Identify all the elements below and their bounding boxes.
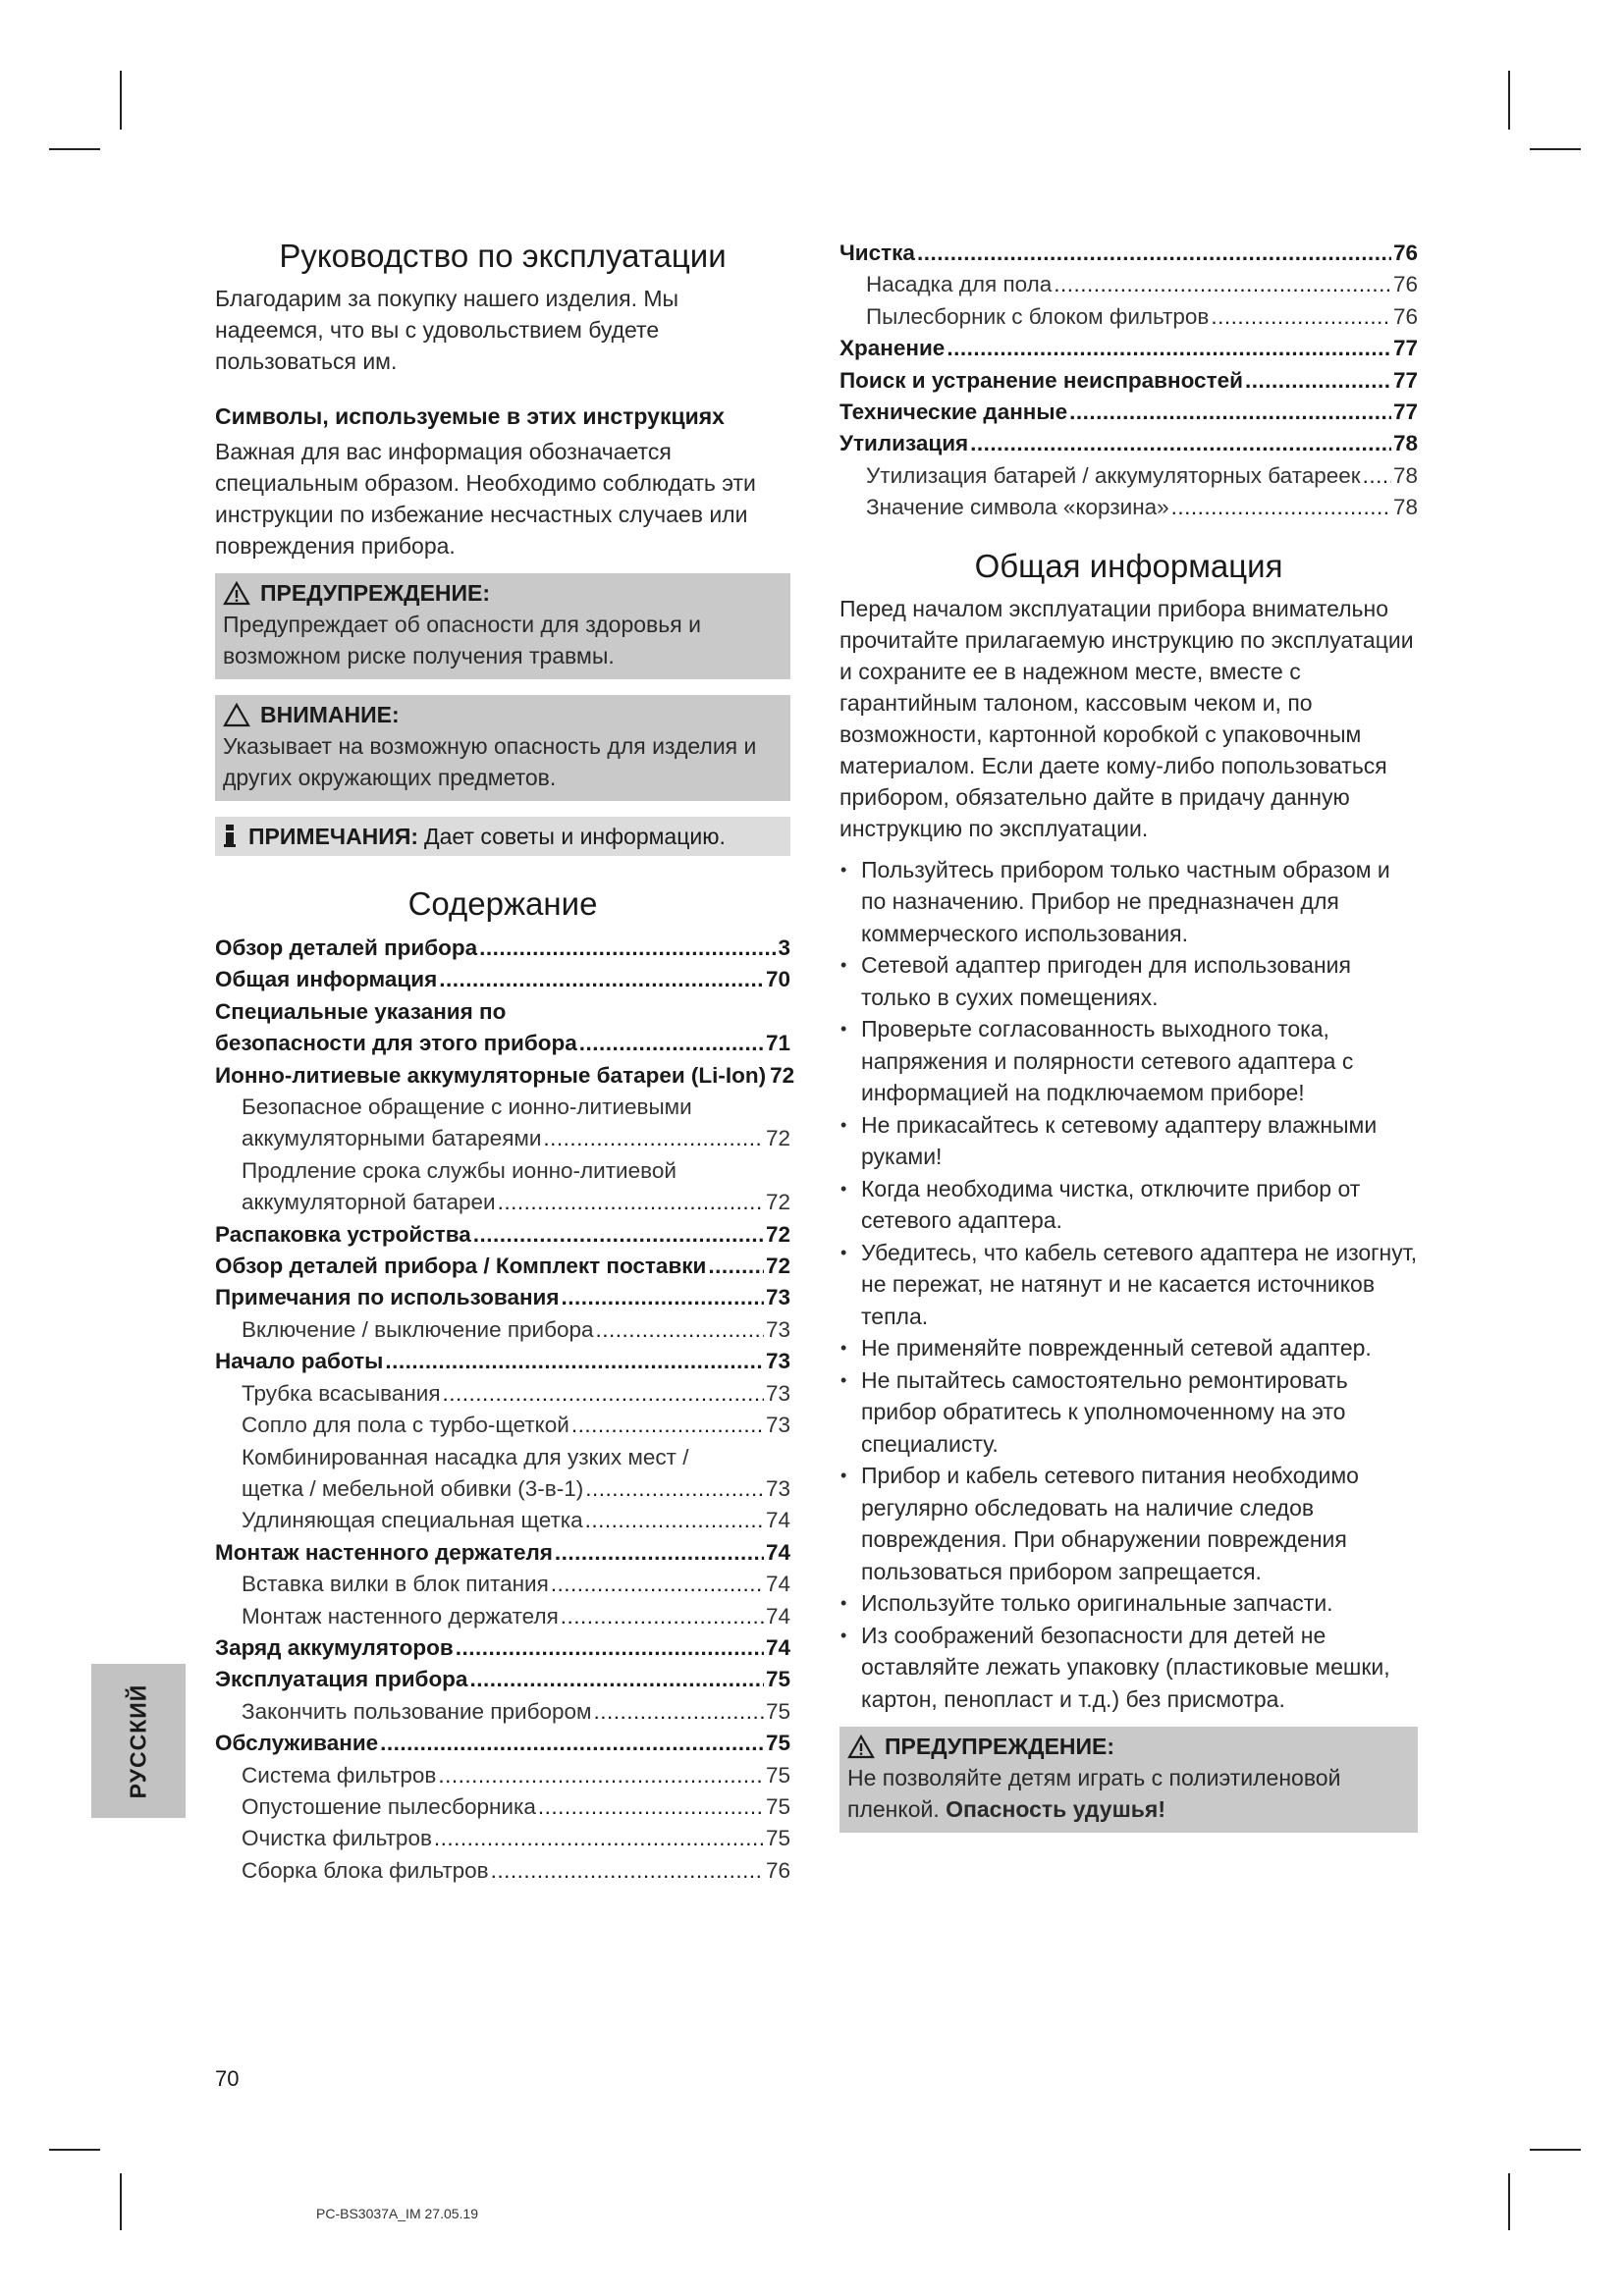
list-item: • Пользуйтесь прибором только частным образом и по назначению. Прибор не предназначен для коммерческого использования. [839, 854, 1418, 950]
toc-entry-text: Сопло для пола с турбо-щеткой [242, 1413, 569, 1438]
toc-entry-text: Общая информация [215, 967, 438, 992]
caution-triangle-icon [223, 703, 250, 727]
toc-page-number: 75 [765, 1698, 790, 1724]
toc-entry [215, 1601, 790, 1632]
toc-page-number: 77 [1392, 367, 1418, 393]
toc-page-number: 70 [765, 967, 790, 992]
notes-box [215, 817, 790, 856]
toc-leader-dots [562, 1282, 764, 1313]
toc-entry-text: Комбинированная насадка для узких мест / [242, 1444, 689, 1469]
toc-page-number: 73 [765, 1349, 790, 1374]
toc-leader-dots [380, 1728, 764, 1759]
toc-leader-dots [385, 1346, 764, 1377]
toc-page-number: 73 [765, 1413, 790, 1438]
warning-title: ПРЕДУПРЕЖДЕНИЕ: [260, 580, 491, 606]
toc-entry-text: Значение символа «корзина» [866, 495, 1169, 520]
toc-leader-dots [970, 428, 1391, 459]
toc-entry-text: Начало работы [215, 1349, 384, 1374]
toc-entry [215, 996, 790, 1028]
toc-leader-dots [434, 1823, 764, 1854]
general-info-title: Общая информация [974, 547, 1283, 584]
toc-entry-text: Трубка всасывания [242, 1380, 441, 1406]
list-item: • Убедитесь, что кабель сетевого адаптера не изогнут, не пережат, не натянут и не касается источников тепла. [839, 1237, 1418, 1333]
toc-entry [215, 1060, 795, 1092]
language-side-tab [91, 1664, 186, 1818]
toc-entry [215, 1251, 790, 1282]
toc-page-number: 72 [765, 1254, 790, 1279]
list-item: • Используйте только оригинальные запчасти. [839, 1587, 1418, 1620]
contents-title: Содержание [407, 885, 598, 922]
safety-bullet-list [839, 854, 1418, 1716]
toc-leader-dots [1069, 397, 1391, 428]
toc-page-number: 72 [765, 1126, 790, 1151]
toc-leader-dots [1363, 460, 1391, 492]
toc-entry [215, 1728, 790, 1759]
toc-page-number: 76 [1392, 303, 1418, 329]
toc-entry [215, 1219, 790, 1251]
warning-title-row [223, 577, 783, 609]
warning-text [847, 1762, 1410, 1825]
warning-text-bold: Опасность удушья! [946, 1796, 1165, 1823]
toc-entry [215, 1028, 790, 1059]
toc-entry [215, 1632, 790, 1664]
toc-entry [839, 301, 1418, 333]
notes-text: Дает советы и информацию. [424, 824, 726, 849]
list-item: • Проверьте согласованность выходного тока, напряжения и полярности сетевого адаптера с информацией на подключаемом приборе! [839, 1013, 1418, 1109]
toc-entry-text: Обслуживание [215, 1731, 379, 1756]
toc-page-number: 74 [765, 1508, 790, 1533]
toc-leader-dots [555, 1537, 764, 1569]
toc-entry-text: Технические данные [839, 400, 1068, 425]
toc-leader-dots [585, 1473, 764, 1505]
notes-label: ПРИМЕЧАНИЯ: [248, 824, 419, 849]
toc-entry-text: Чистка [839, 240, 915, 265]
warning-text-main: Не позволяйте детям играть с полиэтиленовой пленкой. [847, 1765, 1341, 1823]
toc-entry [839, 269, 1418, 300]
toc-leader-dots [479, 933, 776, 964]
toc-entry [839, 333, 1418, 364]
toc-entry [839, 397, 1418, 428]
toc-entry [215, 1155, 790, 1187]
toc-leader-dots [551, 1569, 764, 1600]
toc-entry-text: Примечания по использования [215, 1285, 560, 1310]
crop-mark [1530, 148, 1581, 150]
symbols-text: Важная для вас информация обозначается специальным образом. Необходимо соблюдать эти инструкции по избежание несчастных случаев или повреждения прибора. [215, 439, 756, 559]
toc-leader-dots [1245, 365, 1391, 397]
toc-leader-dots [1054, 269, 1391, 300]
toc-entry [215, 933, 790, 964]
toc-entry-text: Заряд аккумуляторов [215, 1634, 454, 1660]
footer-document-code: PC-BS3037A_IM 27.05.19 [316, 2206, 478, 2221]
toc-entry-text: Сборка блока фильтров [242, 1857, 489, 1883]
toc-page-number: 73 [765, 1380, 790, 1406]
toc-page-number: 74 [765, 1634, 790, 1660]
crop-mark [49, 2149, 100, 2151]
toc-leader-dots [473, 1219, 764, 1251]
toc-entry [839, 365, 1418, 397]
caution-box [215, 695, 790, 801]
toc-entry-text: Вставка вилки в блок питания [242, 1572, 549, 1597]
toc-entry [215, 1314, 790, 1346]
toc-leader-dots [538, 1791, 764, 1823]
intro-text: Благодарим за покупку нашего изделия. Мы надеемся, что вы с удовольствием будете пользоваться им. [215, 286, 679, 374]
crop-mark [1508, 2173, 1510, 2230]
list-item: • Когда необходима чистка, отключите прибор от сетевого адаптера. [839, 1173, 1418, 1237]
toc-entry-text: Насадка для пола [866, 272, 1053, 297]
left-column [215, 234, 795, 1887]
list-item: • Прибор и кабель сетевого питания необходимо регулярно обследовать на наличие следов повреждения. При обнаружении повреждения пользоваться прибором запрещается. [839, 1460, 1418, 1587]
caution-title: ВНИМАНИЕ: [260, 702, 400, 727]
caution-title-row [223, 699, 783, 730]
toc-entry-text: Хранение [839, 336, 946, 361]
toc-leader-dots [438, 1760, 764, 1791]
toc-leader-dots [947, 333, 1391, 364]
warning-text: Предупреждает об опасности для здоровья и возможном риске получения травмы. [223, 612, 701, 668]
toc-entry-text: Утилизация батарей / аккумуляторных батареек [866, 462, 1361, 488]
toc-leader-dots [1211, 301, 1391, 333]
caution-text: Указывает на возможную опасность для изделия и других окружающих предметов. [223, 733, 757, 790]
toc-leader-dots [579, 1028, 764, 1059]
toc-entry-text: Утилизация [839, 431, 969, 456]
toc-page-number: 74 [765, 1603, 790, 1629]
toc-page-number: 77 [1392, 400, 1418, 425]
toc-page-number: 78 [1392, 431, 1418, 456]
toc-entry-text: Закончить пользование прибором [242, 1698, 592, 1724]
toc-entry [215, 1569, 790, 1600]
toc-leader-dots [439, 964, 764, 995]
toc-entry-text: щетка / мебельной обивки (3-в-1) [242, 1475, 584, 1501]
toc-entry [215, 1473, 790, 1505]
list-item: • Из соображений безопасности для детей не оставляйте лежать упаковку (пластиковые мешки, картон, пенопласт и т.д.) без присмотра. [839, 1620, 1418, 1716]
toc-page-number: 72 [765, 1221, 790, 1247]
symbols-heading: Символы, используемые в этих инструкциях [215, 403, 725, 429]
toc-entry-text: Распаковка устройства [215, 1221, 471, 1247]
toc-leader-dots [543, 1123, 764, 1154]
toc-page-number: 73 [765, 1285, 790, 1310]
toc-leader-dots [1171, 492, 1391, 523]
right-column [839, 234, 1418, 1833]
toc-leader-dots [596, 1314, 764, 1346]
toc-entry-text: Включение / выключение прибора [242, 1316, 594, 1342]
toc-page-number: 75 [765, 1826, 790, 1851]
toc-entry-text: Монтаж настенного держателя [215, 1539, 553, 1565]
crop-mark [49, 148, 100, 150]
toc-entry-text: Специальные указания по [215, 998, 507, 1024]
crop-mark [1530, 2149, 1581, 2151]
crop-mark [1508, 71, 1510, 130]
toc-entry [215, 1760, 790, 1791]
toc-page-number: 75 [765, 1667, 790, 1692]
toc-entry [215, 964, 790, 995]
toc-leader-dots [708, 1251, 764, 1282]
toc-entry [215, 1410, 790, 1441]
toc-leader-dots [585, 1505, 764, 1536]
warning-triangle-icon [223, 581, 250, 606]
list-item: • Не применяйте поврежденный сетевой адаптер. [839, 1332, 1418, 1364]
toc-entry-text: Пылесборник с блоком фильтров [866, 303, 1210, 329]
toc-entry-text: Очистка фильтров [242, 1826, 432, 1851]
warning-box [215, 573, 790, 679]
table-of-contents-continued [839, 238, 1418, 524]
toc-page-number: 75 [765, 1793, 790, 1819]
toc-entry [215, 1123, 790, 1154]
toc-leader-dots [561, 1601, 764, 1632]
toc-page-number: 76 [765, 1857, 790, 1883]
toc-leader-dots [491, 1855, 764, 1887]
toc-page-number: 3 [778, 935, 790, 960]
toc-leader-dots [498, 1187, 764, 1218]
toc-entry-text: безопасности для этого прибора [215, 1031, 577, 1056]
toc-page-number: 73 [765, 1316, 790, 1342]
toc-leader-dots [456, 1632, 764, 1664]
toc-entry [215, 1282, 790, 1313]
list-item: • Не прикасайтесь к сетевому адаптеру влажными руками! [839, 1109, 1418, 1173]
toc-entry [839, 428, 1418, 459]
toc-entry-text: Опустошение пылесборника [242, 1793, 536, 1819]
toc-page-number: 76 [1392, 240, 1418, 265]
toc-leader-dots [917, 238, 1391, 269]
toc-page-number: 75 [765, 1731, 790, 1756]
general-info-text: Перед началом эксплуатации прибора внимательно прочитайте прилагаемую инструкцию по эксплуатации и сохраните ее в надежном месте, вместе с гарантийным талоном, кассовым чеком и, по возможности, картонной коробкой с упаковочным материалом. Если даете кому-либо попользоваться прибором, обязательно дайте в придачу данную инструкцию по эксплуатации. [839, 595, 1414, 841]
list-item: • Не пытайтесь самостоятельно ремонтировать прибор обратитесь к уполномоченному на это специалисту. [839, 1364, 1418, 1461]
toc-entry [215, 1378, 790, 1410]
toc-entry-text: Система фильтров [242, 1762, 437, 1788]
toc-entry-text: Поиск и устранение неисправностей [839, 367, 1243, 393]
toc-entry [839, 460, 1418, 492]
toc-entry [215, 1823, 790, 1854]
toc-entry-text: Продление срока службы ионно-литиевой [242, 1157, 677, 1183]
toc-page-number: 73 [765, 1475, 790, 1501]
toc-page-number: 77 [1392, 336, 1418, 361]
toc-entry [839, 492, 1418, 523]
toc-entry [839, 238, 1418, 269]
toc-entry-text: Безопасное обращение с ионно-литиевыми [242, 1095, 692, 1120]
info-icon [223, 824, 239, 849]
list-item: • Сетевой адаптер пригоден для использования только в сухих помещениях. [839, 949, 1418, 1013]
toc-leader-dots [469, 1664, 764, 1695]
toc-page-number: 78 [1392, 462, 1418, 488]
language-label: РУССКИЙ [125, 1683, 151, 1798]
toc-entry-text: Обзор деталей прибора / Комплект поставки [215, 1254, 707, 1279]
table-of-contents [215, 933, 795, 1887]
toc-entry-text: Удлиняющая специальная щетка [242, 1508, 583, 1533]
toc-entry-text: Эксплуатация прибора [215, 1667, 468, 1692]
toc-entry [215, 1187, 790, 1218]
crop-mark [120, 71, 122, 130]
toc-page-number: 72 [765, 1190, 790, 1215]
toc-leader-dots [443, 1378, 764, 1410]
toc-entry-text: аккумуляторными батареями [242, 1126, 542, 1151]
toc-entry [215, 1346, 790, 1377]
toc-entry-text: Монтаж настенного держателя [242, 1603, 559, 1629]
toc-page-number: 74 [765, 1539, 790, 1565]
toc-entry [215, 1442, 790, 1473]
warning-title-row [847, 1731, 1410, 1762]
toc-page-number: 76 [1392, 272, 1418, 297]
toc-entry [215, 1092, 790, 1123]
toc-page-number: 78 [1392, 495, 1418, 520]
toc-page-number: 71 [765, 1031, 790, 1056]
toc-page-number: 72 [770, 1062, 795, 1088]
warning-box-children [839, 1727, 1418, 1833]
toc-entry-text: Обзор деталей прибора [215, 935, 478, 960]
warning-title: ПРЕДУПРЕЖДЕНИЕ: [885, 1734, 1115, 1760]
toc-entry [215, 1696, 790, 1728]
toc-page-number: 74 [765, 1572, 790, 1597]
crop-mark [120, 2173, 122, 2230]
toc-entry [215, 1791, 790, 1823]
toc-entry [215, 1664, 790, 1695]
toc-entry-text: аккумуляторной батареи [242, 1190, 496, 1215]
toc-entry [215, 1537, 790, 1569]
toc-page-number: 75 [765, 1762, 790, 1788]
warning-triangle-icon [847, 1735, 875, 1759]
toc-leader-dots [593, 1696, 763, 1728]
toc-leader-dots [571, 1410, 764, 1441]
toc-entry-text: Ионно-литиевые аккумуляторные батареи (Li-Ion) [215, 1062, 767, 1088]
page-title: Руководство по эксплуатации [279, 238, 727, 274]
toc-entry [215, 1855, 790, 1887]
page-number: 70 [215, 2066, 240, 2091]
toc-entry [215, 1505, 790, 1536]
